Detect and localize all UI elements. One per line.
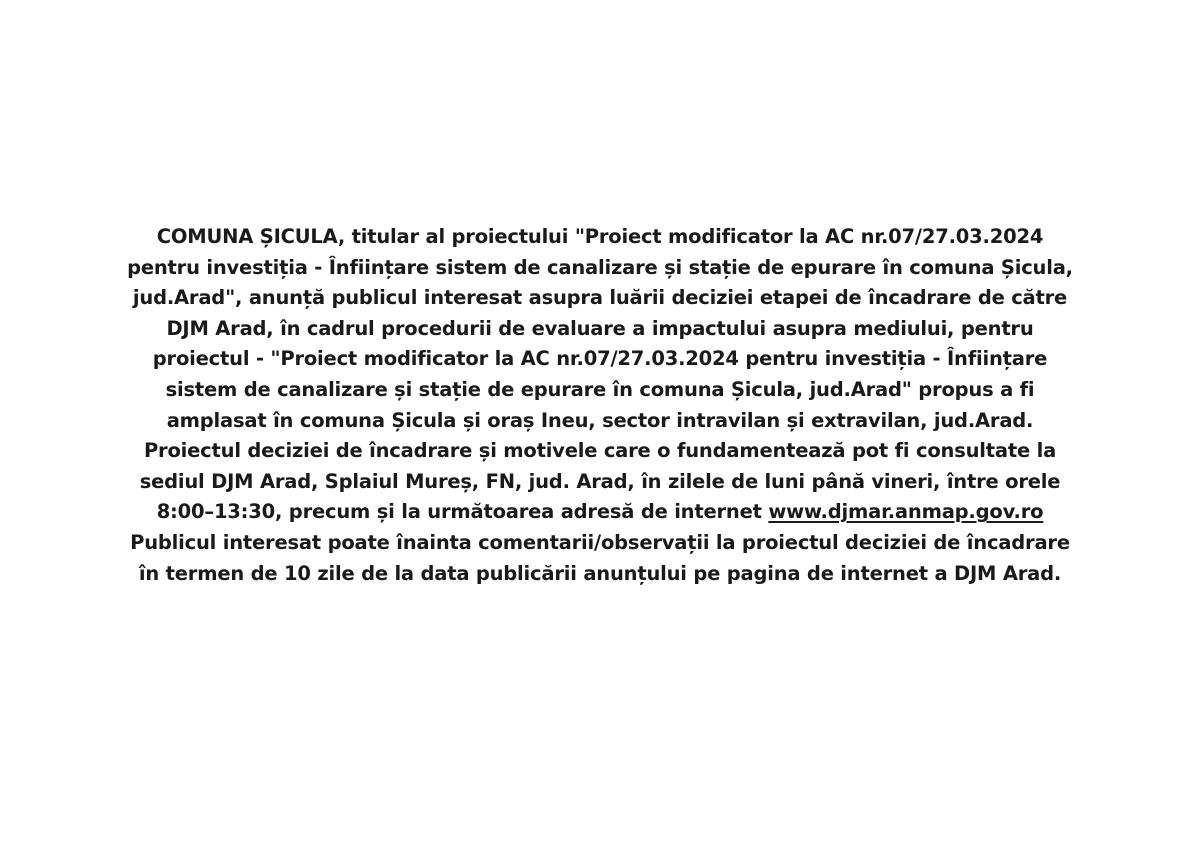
website-link[interactable]: www.djmar.anmap.gov.ro bbox=[768, 500, 1044, 524]
notice-line-2: pentru investiția - Înființare sistem de canalizare și stație de epurare în comuna Șicula, bbox=[127, 255, 1073, 279]
notice-line-11: Publicul interesat poate înainta comentarii/observații la proiectul deciziei de încadrare bbox=[130, 530, 1070, 554]
notice-line-4: DJM Arad, în cadrul procedurii de evaluare a impactului asupra mediului, pentru bbox=[166, 316, 1034, 340]
public-notice bbox=[0, 222, 1200, 589]
notice-line-10-text: 8:00–13:30, precum și la următoarea adresă de internet bbox=[156, 500, 769, 524]
notice-line-5: proiectul - "Proiect modificator la AC nr.07/27.03.2024 pentru investiția - Înființare bbox=[152, 347, 1048, 371]
notice-line-1: COMUNA ȘICULA, titular al proiectului "Proiect modificator la AC nr.07/27.03.2024 bbox=[156, 225, 1044, 248]
notice-line-9: sediul DJM Arad, Splaiul Mureș, FN, jud. Arad, în zilele de luni până vineri, între orele bbox=[139, 469, 1061, 493]
notice-line-8: Proiectul deciziei de încadrare și motivele care o fundamentează pot fi consultate la bbox=[143, 439, 1057, 463]
notice-line-12: în termen de 10 zile de la data publicării anunțului pe pagina de internet a DJM Arad. bbox=[138, 561, 1062, 585]
notice-line-3: jud.Arad", anunță publicul interesat asupra luării deciziei etapei de încadrare de către bbox=[132, 286, 1068, 310]
notice-line-7: amplasat în comuna Șicula și oraș Ineu, sector intravilan și extravilan, jud.Arad. bbox=[166, 408, 1034, 432]
notice-line-6: sistem de canalizare și stație de epurare în comuna Șicula, jud.Arad" propus a fi bbox=[165, 377, 1035, 401]
notice-line-10 bbox=[0, 497, 1200, 528]
